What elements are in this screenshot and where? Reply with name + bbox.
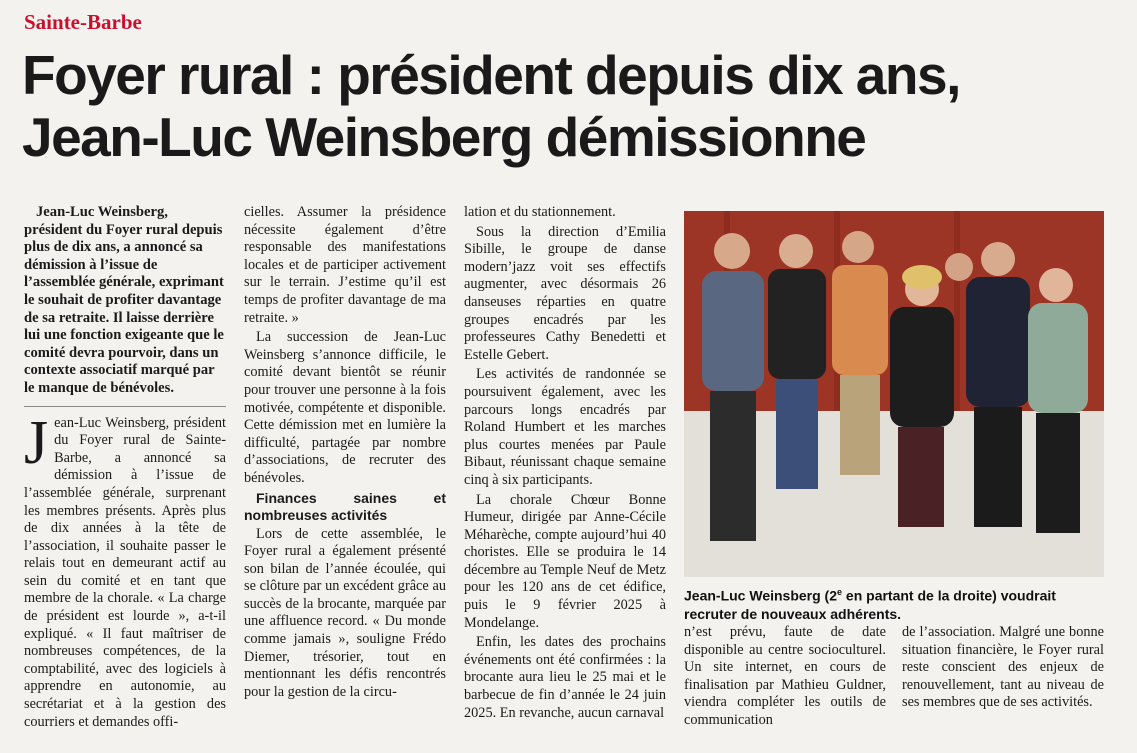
caption-text: Jean-Luc Weinsberg (2	[684, 587, 838, 604]
column-4	[684, 624, 886, 730]
article-headline	[22, 44, 1122, 168]
group-photo	[684, 211, 1104, 577]
lead-divider	[24, 406, 226, 407]
caption-superscript: e	[837, 587, 843, 597]
column-3	[464, 204, 666, 724]
column-2	[244, 204, 446, 703]
body-paragraph-3: La succession de Jean-Luc Weinsberg s’annonce difficile, le comité devant bientôt se réunir pour trouver une personne à la fois motivée, compétente et disponible. Cette démission met en lumière la difficulté, partagée par nombre d’associations, de recruter des bénévoles.	[244, 329, 446, 486]
caption-text-end: en partant de la droite) voudrait recruter de nouveaux adhérents.	[684, 587, 1056, 622]
body-paragraph-8: La chorale Chœur Bonne Humeur, dirigée par Anne-Cécile Méharèche, compte aujourd’hui 40 choristes. Elle se produira le 14 décembre au Temple Neuf de Metz pour les 120 ans de cet édifice, puis le 9 février 2025 à Mondelange.	[464, 491, 666, 631]
body-paragraph-4: Lors de cette assemblée, le Foyer rural a également présenté son bilan de l’année écoulée, qui se clôture par un excédent grâce au succès de la brocante, marquée par une affluence record. « Du monde comme jamais », souligne Frédo Diemer, trésorier, tout en mentionnant les défis rencontrés pour la gestion de la circu-	[244, 525, 446, 700]
column-1	[24, 204, 226, 733]
body-paragraph-6: Sous la direction d’Emilia Sibille, le groupe de danse modern’jazz voit ses effectifs augmenter, avec désormais 26 danseuses réparties en quatre groupes encadrés par les professeures Cathy Benedetti et Estelle Gebert.	[464, 223, 666, 363]
photo-caption	[684, 583, 1104, 623]
body-paragraph-1	[24, 408, 226, 732]
body-paragraph-2: cielles. Assumer la présidence nécessite également d’être responsable des manifestations locales et de participer activement sur le terrain. J’estime qu’il est temps de profiter davantage de ma retraite. »	[244, 204, 446, 326]
body-paragraph-11: de l’association. Malgré une bonne situation financière, le Foyer rural reste conscient des enjeux de renouvellement, tant au niveau de ses membres que de ses activités.	[902, 624, 1104, 711]
drop-cap: J	[24, 408, 49, 477]
body-paragraph-9: Enfin, les dates des prochains événements ont été confirmées : la brocante aura lieu le 25 mai et le barbecue de fin d’année le 24 juin 2025. En revanche, aucun carnaval	[464, 634, 666, 721]
intertitle: Finances saines et nombreuses activités	[244, 489, 446, 523]
headline-line-2: Jean-Luc Weinsberg démissionne	[22, 106, 866, 168]
group-photo-illustration	[684, 211, 1104, 577]
body-paragraph-7: Les activités de randonnée se poursuivent également, avec les parcours longs encadrés par Roland Humbert et les marches plus courtes menées par Paule Bibaut, réunissant chaque semaine cinq à six participants.	[464, 366, 666, 488]
article-lead: Jean-Luc Weinsberg, président du Foyer rural depuis plus de dix ans, a annoncé sa démission à l’issue de l’assemblée générale, exprimant le souhait de profiter davantage de sa retraite. Il laisse derrière lui une fonction exigeante que le comité devra pourvoir, dans un contexte associatif marqué par le manque de bénévoles.	[24, 204, 224, 396]
section-kicker: Sainte-Barbe	[24, 10, 142, 34]
body-paragraph-5: lation et du stationnement.	[464, 204, 616, 220]
headline-line-1: Foyer rural : président depuis dix ans,	[22, 44, 960, 106]
body-text: ean-Luc Weinsberg, président du Foyer rural de Sainte-Barbe, a annoncé sa démission à l’issue de l’assemblée générale, surprenant les membres présents. Après plus de dix années à la tête de l’association, il souhaite passer le relais tout en demeurant actif au sein du comité et en tant que membre de la chorale. « La charge de président est lourde », a-t-il expliqué. « Il faut maîtriser de nombreuses compétences, de la comptabilité, avec des logiciels à apprendre en autonomie, au secrétariat et à la gestion des courriers et demandes offi-	[24, 414, 226, 730]
body-paragraph-10: n’est prévu, faute de date disponible au centre socioculturel. Un site internet, en cours de finalisation par Mathieu Guldner, viendra compléter les outils de communication	[684, 624, 886, 728]
column-5	[902, 624, 1104, 712]
